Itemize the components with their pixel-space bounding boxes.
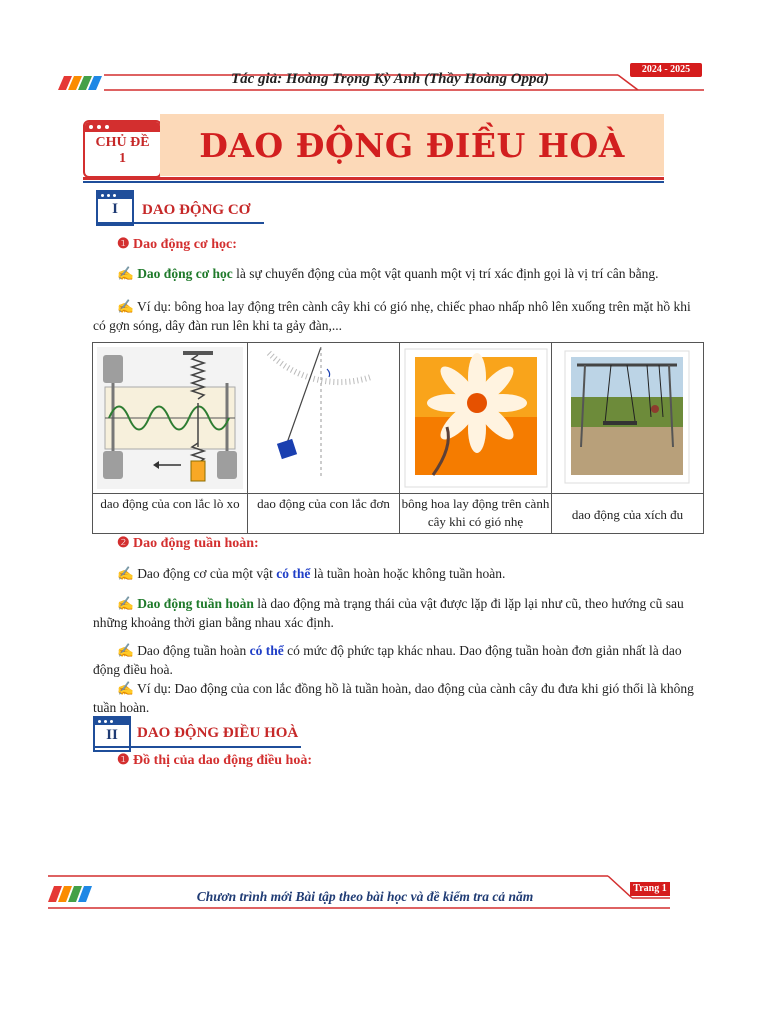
- periodic-example-text: Ví dụ: Dao động của con lắc đồng hồ là tuần hoàn, dao động của cành cây đu đưa khi gió thổi là không tuần hoàn.: [93, 681, 694, 715]
- topic-badge-text: [85, 135, 160, 167]
- section-2-title: DAO ĐỘNG ĐIỀU HOÀ: [137, 725, 299, 741]
- periodic-definition-text: là dao động mà trạng thái của vật được lặp đi lặp lại như cũ, theo hướng cũ sau những khoảng thời gian bằng nhau xác định.: [93, 596, 684, 630]
- definition-text: là sự chuyển động của một vật quanh một vị trí xác định gọi là vị trí cân bằng.: [232, 266, 659, 281]
- example-paragraph: [93, 297, 705, 335]
- topic-badge-dots: [85, 122, 160, 132]
- emphasis-co-the: có thể: [276, 566, 311, 581]
- spring-pendulum-image: [97, 347, 243, 489]
- section-1-underline: [96, 222, 264, 224]
- section-2-number: II: [106, 727, 118, 743]
- flower-image: [403, 347, 549, 489]
- examples-table: [92, 342, 704, 534]
- page-title: DAO ĐỘNG ĐIỀU HOÀ: [199, 126, 625, 165]
- author-line: Tác giả: Hoàng Trọng Kỳ Anh (Thầy Hoàng Oppa): [230, 71, 550, 87]
- simple-pendulum-image: [251, 347, 397, 489]
- topic-number: 1: [119, 151, 126, 166]
- pen-icon: ✍: [117, 299, 134, 314]
- caption-flower: bông hoa lay động trên cành cây khi có gió nhẹ: [401, 496, 550, 529]
- topic-badge: [83, 120, 162, 178]
- definition-mechanical-oscillation: [117, 264, 707, 283]
- caption-simple-pendulum: dao động của con lắc đơn: [257, 496, 390, 511]
- page-number-badge: Trang 1: [630, 882, 670, 896]
- periodic-note-text-a: Dao động cơ của một vật: [137, 566, 277, 581]
- periodic-complexity: [93, 641, 705, 679]
- periodic-note: [117, 564, 707, 583]
- periodic-complexity-text-c: có mức độ phức tạp khác nhau. Dao động tuần hoàn đơn giản nhất là dao động điều hoà.: [93, 643, 682, 677]
- periodic-note-text-c: là tuần hoàn hoặc không tuần hoàn.: [310, 566, 506, 581]
- example-text: Ví dụ: bông hoa lay động trên cành cây khi có gió nhẹ, chiếc phao nhấp nhô lên xuống trên mặt hồ khi có gợn sóng, dây đàn run lên khi ta gảy đàn,...: [93, 299, 691, 333]
- periodic-complexity-text-a: Dao động tuần hoàn: [137, 643, 250, 658]
- title-underline-red: [83, 177, 664, 180]
- topic-label: CHỦ ĐỀ: [95, 135, 150, 150]
- section-2-underline: [93, 746, 301, 748]
- term-mechanical-oscillation: Dao động cơ học: [137, 266, 233, 281]
- caption-swing: dao động của xích đu: [571, 507, 684, 522]
- pen-icon: ✍: [117, 643, 134, 658]
- footer-text: Chươn trình mới Bài tập theo bài học và đề kiểm tra cả năm: [196, 889, 534, 904]
- pen-icon: ✍: [117, 681, 134, 696]
- section-1-title: DAO ĐỘNG CƠ: [142, 202, 251, 218]
- term-periodic-oscillation: Dao động tuần hoàn: [137, 596, 254, 611]
- pen-icon: ✍: [117, 596, 134, 611]
- definition-periodic-oscillation: [93, 594, 705, 632]
- year-badge: 2024 - 2025: [630, 63, 702, 77]
- title-underline-blue: [83, 181, 664, 183]
- subheading-periodic-oscillation: ❷ Dao động tuần hoàn:: [117, 536, 259, 551]
- pen-icon: ✍: [117, 266, 134, 281]
- pen-icon: ✍: [117, 566, 134, 581]
- periodic-example: [93, 679, 705, 717]
- emphasis-co-the-2: có thể: [249, 643, 284, 658]
- caption-spring-pendulum: dao động của con lắc lò xo: [100, 496, 240, 511]
- subheading-mechanical-oscillation: ❶ Dao động cơ học:: [117, 237, 237, 252]
- section-1-number-box: [96, 190, 134, 226]
- subheading-graph-harmonic: ❶ Đồ thị của dao động điều hoà:: [117, 753, 312, 768]
- section-1-number: I: [112, 201, 118, 217]
- swing-image: [555, 347, 699, 489]
